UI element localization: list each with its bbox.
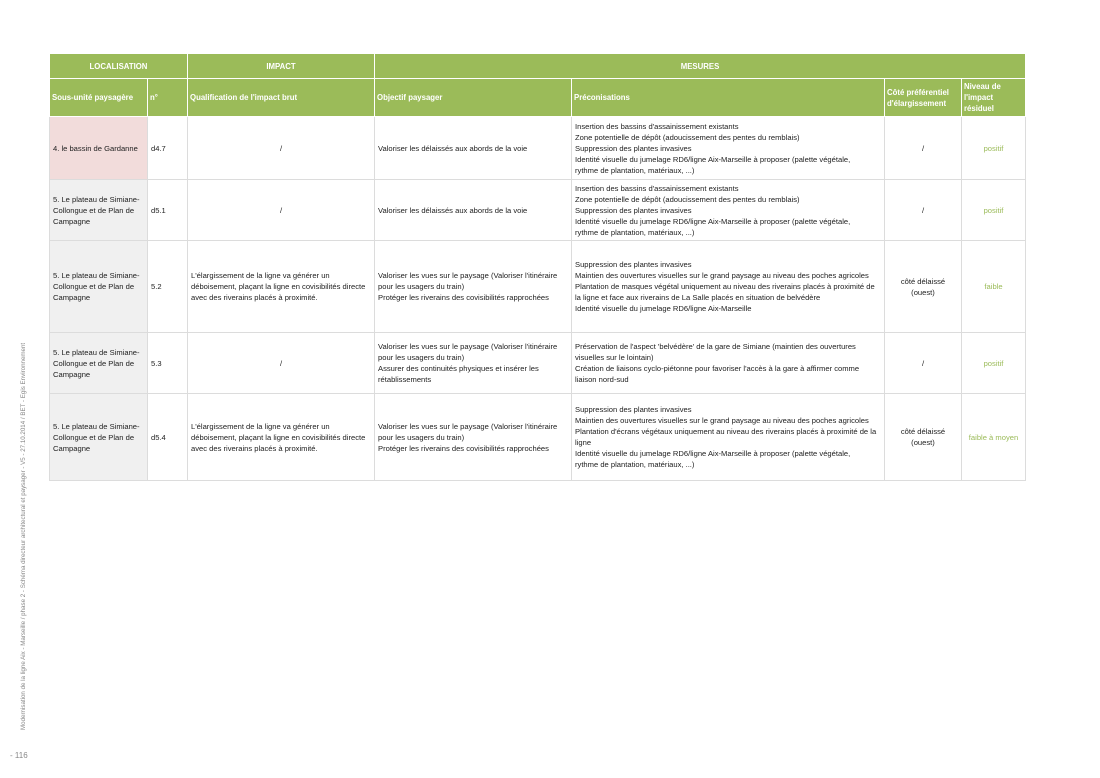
cell-preconisations [572, 241, 885, 333]
cell-cote [885, 241, 962, 333]
col-num: n° [148, 79, 188, 117]
cell-sous-unite: 5. Le plateau de Simiane-Collongue et de Plan de Campagne [50, 333, 148, 394]
cell-niveau-residuel: positif [962, 333, 1026, 394]
header-impact: IMPACT [188, 54, 375, 79]
cell-preconisations [572, 394, 885, 481]
page-number: - 116 [10, 751, 28, 760]
table-body [50, 117, 1026, 481]
cell-preconisations [572, 117, 885, 180]
cell-sous-unite: 5. Le plateau de Simiane-Collongue et de Plan de Campagne [50, 180, 148, 241]
cell-sous-unite: 5. Le plateau de Simiane-Collongue et de Plan de Campagne [50, 394, 148, 481]
table-row [50, 180, 1026, 241]
col-sous-unite: Sous-unité paysagère [50, 79, 148, 117]
header-column-row [50, 79, 1026, 117]
cell-qualification: L'élargissement de la ligne va générer un déboisement, plaçant la ligne en covisibilités directe avec des riverains placés à proximité. [188, 394, 375, 481]
cell-cote-line: (ouest) [911, 438, 935, 447]
cell-objectif [375, 180, 572, 241]
document-footer-vertical [17, 342, 31, 730]
col-preconisations: Préconisations [572, 79, 885, 117]
cell-cote [885, 333, 962, 394]
cell-objectif [375, 394, 572, 481]
cell-cote [885, 117, 962, 180]
col-niveau: Niveau de l'impact résiduel [962, 79, 1026, 117]
cell-preconisations-line: Zone potentielle de dépôt (adoucissement des pentes du remblais) [575, 132, 800, 142]
cell-preconisations-line: Zone potentielle de dépôt (adoucissement des pentes du remblais) [575, 194, 800, 204]
cell-preconisations-line: Préservation de l'aspect 'belvédère' de la gare de Simiane (maintien des ouvertures visuelles sur le lointain) [575, 342, 856, 362]
cell-objectif [375, 117, 572, 180]
cell-preconisations-line: rythme de plantation, matériaux, ...) [575, 165, 695, 175]
cell-niveau-residuel: positif [962, 117, 1026, 180]
cell-preconisations-line: Suppression des plantes invasives [575, 405, 692, 414]
cell-niveau-residuel: faible à moyen [962, 394, 1026, 481]
cell-cote-line: côté délaissé [900, 276, 946, 286]
cell-preconisations-line: Maintien des ouvertures visuelles sur le grand paysage au niveau des poches agricoles [575, 271, 869, 280]
header-mesures: MESURES [375, 54, 1026, 79]
cell-qualification: L'élargissement de la ligne va générer un déboisement, plaçant la ligne en covisibilités directe avec des riverains placés à proximité. [188, 241, 375, 333]
cell-preconisations-line: Insertion des bassins d'assainissement existants [575, 121, 739, 131]
cell-objectif-line: Assurer des continuités physiques et insérer les rétablissements [378, 364, 539, 384]
cell-objectif-line: Valoriser les vues sur le paysage (Valoriser l'itinéraire pour les usagers du train) [378, 271, 558, 291]
measures-table [49, 53, 1026, 481]
document-reference-text: Modernisation de la ligne Aix - Marseille / phase 2 - Schéma directeur architectural et paysager - V5 - 27.10.2014 / BET - Egis Environnement [20, 342, 27, 730]
col-cote: Côté préférentiel d'élargissement [885, 79, 962, 117]
cell-num: d4.7 [148, 117, 188, 180]
cell-cote [885, 394, 962, 481]
table-row [50, 333, 1026, 394]
col-qualification: Qualification de l'impact brut [188, 79, 375, 117]
cell-preconisations-line: Suppression des plantes invasives [575, 143, 692, 153]
cell-objectif-line: Protéger les riverains des covisibilités rapprochées [378, 293, 549, 302]
header-localisation: LOCALISATION [50, 54, 188, 79]
cell-preconisations-line: Identité visuelle du jumelage RD6/ligne Aix-Marseille à proposer (palette végétale, [575, 216, 851, 226]
cell-cote-line: (ouest) [911, 287, 935, 297]
cell-preconisations-line: Suppression des plantes invasives [575, 260, 692, 269]
cell-objectif [375, 241, 572, 333]
cell-cote-line: / [921, 358, 925, 368]
cell-objectif-line: Valoriser les délaissés aux abords de la voie [378, 143, 528, 153]
cell-niveau-residuel: faible [962, 241, 1026, 333]
cell-preconisations-line: rythme de plantation, matériaux, ...) [575, 227, 695, 237]
cell-preconisations-line: Plantation d'écrans végétaux uniquement au niveau des riverains placés à proximité de la ligne [575, 427, 877, 447]
table-row [50, 241, 1026, 333]
cell-preconisations-line: Suppression des plantes invasives [575, 205, 692, 215]
cell-qualification: / [188, 117, 375, 180]
cell-objectif-line: Protéger les riverains des covisibilités rapprochées [378, 443, 549, 453]
cell-objectif-line: Valoriser les vues sur le paysage (Valoriser l'itinéraire pour les usagers du train) [378, 421, 558, 442]
cell-cote-line: / [921, 143, 925, 153]
cell-preconisations [572, 180, 885, 241]
cell-preconisations-line: Création de liaisons cyclo-piétonne pour favoriser l'accès à la gare à affirmer comme liaison nord-sud [575, 364, 860, 384]
cell-preconisations-line: Identité visuelle du jumelage RD6/ligne Aix-Marseille à proposer (palette végétale, [575, 154, 851, 164]
cell-qualification: / [188, 180, 375, 241]
cell-preconisations [572, 333, 885, 394]
cell-sous-unite: 4. le bassin de Gardanne [50, 117, 148, 180]
cell-objectif [375, 333, 572, 394]
cell-cote [885, 180, 962, 241]
cell-num: 5.3 [148, 333, 188, 394]
col-objectif: Objectif paysager [375, 79, 572, 117]
cell-objectif-line: Valoriser les vues sur le paysage (Valoriser l'itinéraire pour les usagers du train) [378, 342, 558, 362]
cell-preconisations-line: Plantation de masques végétal uniquement au niveau des riverains placés à proximité de la ligne et face aux riverains de La Salle placés en situation de belvédère [575, 282, 875, 302]
cell-preconisations-line: Identité visuelle du jumelage RD6/ligne Aix-Marseille à proposer (palette végétale, [575, 449, 851, 458]
header-group-row [50, 54, 1026, 79]
cell-cote-line: côté délaissé [900, 427, 946, 436]
cell-objectif-line: Valoriser les délaissés aux abords de la voie [378, 205, 528, 215]
table-row [50, 394, 1026, 481]
cell-num: d5.1 [148, 180, 188, 241]
table-row [50, 117, 1026, 180]
cell-preconisations-line: Insertion des bassins d'assainissement existants [575, 183, 739, 193]
cell-niveau-residuel: positif [962, 180, 1026, 241]
cell-preconisations-line: Maintien des ouvertures visuelles sur le grand paysage au niveau des poches agricoles [575, 416, 869, 425]
cell-qualification: / [188, 333, 375, 394]
cell-cote-line: / [921, 205, 925, 215]
cell-sous-unite: 5. Le plateau de Simiane-Collongue et de Plan de Campagne [50, 241, 148, 333]
cell-num: d5.4 [148, 394, 188, 481]
cell-preconisations-line: rythme de plantation, matériaux, ...) [575, 460, 695, 469]
cell-preconisations-line: Identité visuelle du jumelage RD6/ligne Aix-Marseille [575, 304, 752, 313]
cell-num: 5.2 [148, 241, 188, 333]
